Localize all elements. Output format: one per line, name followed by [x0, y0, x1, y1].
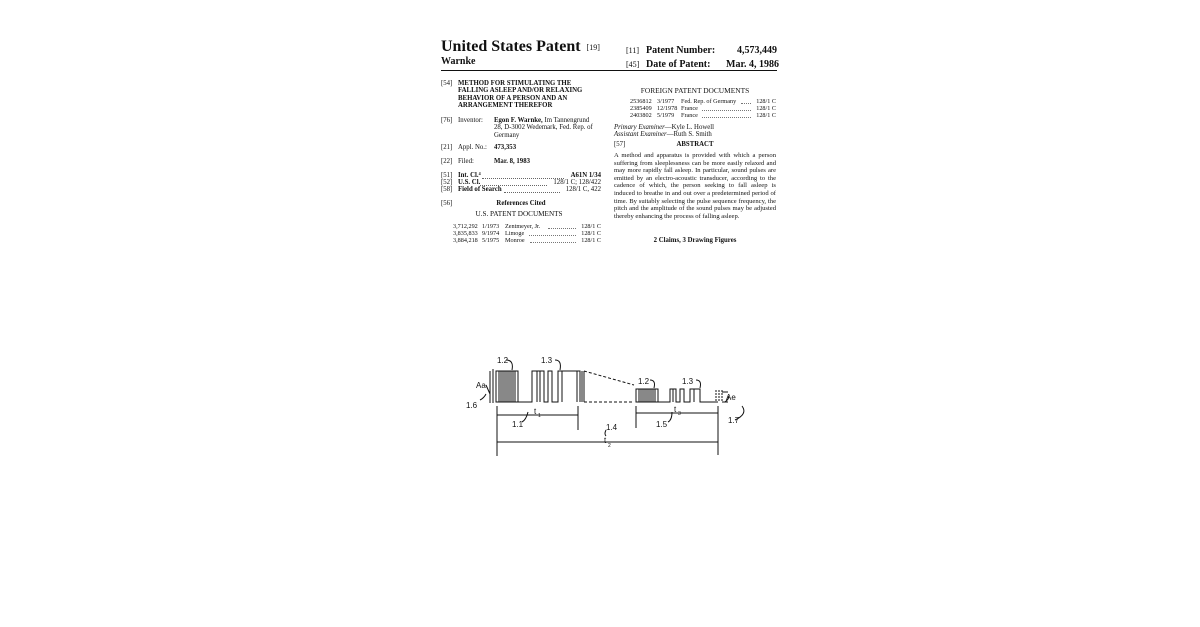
pulse-group-1-2: [496, 371, 518, 402]
invention-title: METHOD FOR STIMULATING THE FALLING ASLEEP AND/OR RELAXING BEHAVIOR OF A PERSON AND AN ARRANGEMENT THEREFOR: [458, 80, 583, 110]
intcl-value: A61N 1/34: [570, 172, 601, 179]
list-item: 3,884,218 5/1975 Monroe 128/1 C: [453, 237, 601, 244]
patent-number: 4,573,449: [737, 45, 777, 56]
intcl-label: Int. Cl.⁴: [458, 172, 481, 179]
uscl-value: 128/1 C; 128/422: [553, 179, 601, 186]
label-1-5: 1.5: [656, 420, 668, 429]
label-1-4: 1.4: [606, 423, 618, 432]
patent-header-title: United States Patent [19]: [441, 38, 600, 55]
inventor-surname: Warnke: [441, 56, 476, 67]
patent-date: Mar. 4, 1986: [726, 59, 779, 70]
label-t1-sub: 1: [538, 413, 541, 419]
label-1-2: 1.2: [497, 356, 509, 365]
label-1-3b: 1.3: [682, 377, 694, 386]
us-docs-title: U.S. PATENT DOCUMENTS: [475, 210, 563, 218]
label-t2: t: [604, 436, 607, 445]
pulse-group-1-3: [518, 371, 584, 402]
abstract-text: A method and apparatus is provided with which a person suffering from sleeplessness can be more easily relaxed and may more rapidly fall asleep. In particular, sound pulses are emitted by an electro-acoustic transducer, according to the cadence of which, the person seeking to fall asleep is induced to breathe in and out over a predetermined period of time. By suitably selecting the pulse sequence frequency, the pitch and the amplitude of the sound pulses may be adjusted thereby enhancing the process of falling asleep.: [614, 152, 776, 220]
pulse-group-1-3b: [658, 389, 722, 402]
title-code: [19]: [586, 42, 600, 52]
date-line: [45] Date of Patent: Mar. 4, 1986: [626, 59, 779, 70]
foreign-docs-title: FOREIGN PATENT DOCUMENTS: [640, 86, 750, 95]
list-item: 2536812 3/1977 Fed. Rep. of Germany 128/1 C: [630, 98, 776, 105]
title-code: [54]: [441, 80, 453, 87]
uscl-label: U.S. Cl.: [458, 179, 481, 186]
list-item: 2385409 12/1978 France 128/1 C: [630, 105, 776, 112]
us-docs-list: [453, 223, 601, 244]
foreign-docs-list: [630, 98, 776, 119]
filed-value: Mar. 8, 1983: [494, 158, 530, 165]
label-1-3: 1.3: [541, 356, 553, 365]
appl-label: Appl. No.:: [458, 144, 487, 151]
patent-number-line: [11] Patent Number: 4,573,449: [626, 45, 777, 56]
label-1-7: 1.7: [728, 416, 740, 425]
appl-value: 473,353: [494, 144, 517, 151]
pulse-diagram: [460, 350, 780, 462]
label-1-2b: 1.2: [638, 377, 650, 386]
label-t1: t: [534, 407, 537, 416]
inventor-label: Inventor:: [458, 117, 483, 124]
filed-label: Filed:: [458, 158, 474, 165]
list-item: 2403802 5/1979 France 128/1 C: [630, 112, 776, 119]
assistant-examiner: Assistant Examiner—Ruth S. Smith: [614, 131, 712, 138]
label-1-6: 1.6: [466, 401, 478, 410]
list-item: 3,835,833 9/1974 Limoge 128/1 C: [453, 230, 601, 237]
label-ae: Ae: [726, 393, 736, 402]
label-t3-sub: 3: [678, 411, 681, 417]
field-label: Field of Search: [458, 186, 502, 193]
header-rule: [441, 70, 777, 71]
references-title: References Cited: [496, 200, 546, 207]
label-t2-sub: 2: [608, 443, 611, 449]
label-t3: t: [674, 405, 677, 414]
label-1-1: 1.1: [512, 420, 524, 429]
primary-examiner: Primary Examiner—Kyle L. Howell: [614, 124, 715, 131]
list-item: 3,712,292 1/1973 Zentmeyer, Jr. 128/1 C: [453, 223, 601, 230]
claims-line: 2 Claims, 3 Drawing Figures: [653, 237, 737, 244]
field-value: 128/1 C, 422: [565, 186, 601, 193]
abstract-title: ABSTRACT: [676, 141, 714, 148]
label-aa: Aa: [476, 381, 486, 390]
pulse-group-1-2b: [636, 389, 658, 402]
inventor-block: Egon F. Warnke, Im Tannengrund 28, D-3002 Wedemark, Fed. Rep. of Germany: [494, 117, 593, 139]
